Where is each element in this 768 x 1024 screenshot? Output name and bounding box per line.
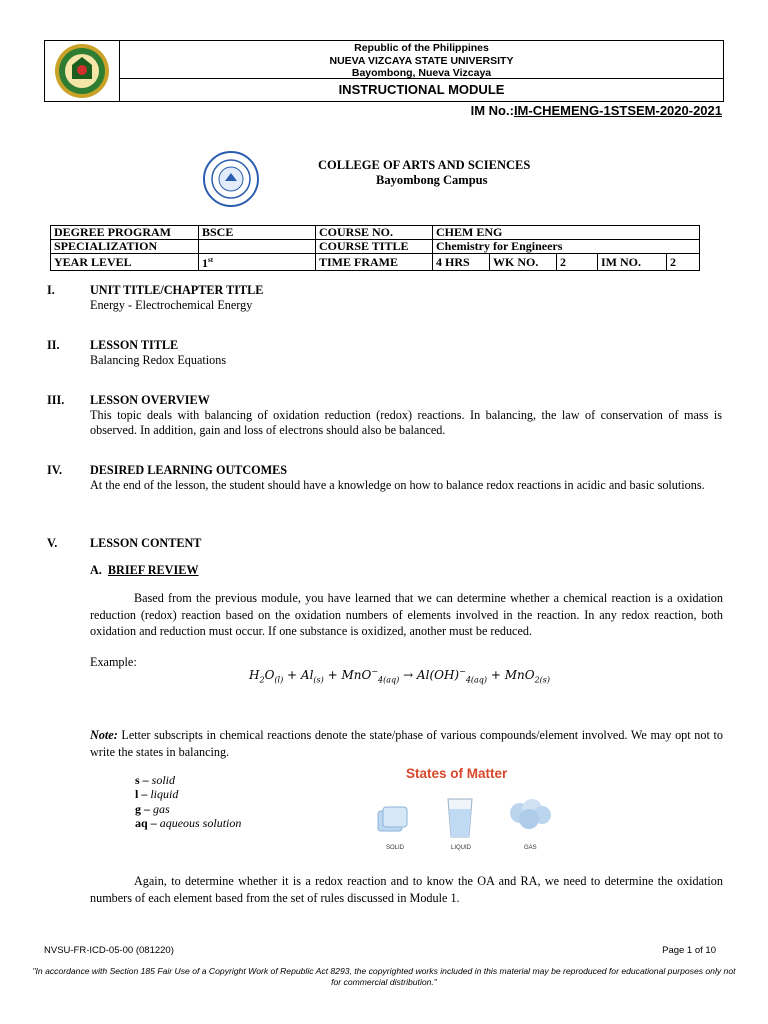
- university-address: Bayombong, Nueva Vizcaya: [351, 67, 492, 79]
- section-number: II.: [47, 338, 60, 352]
- list-item: aq – aqueous solution: [135, 816, 242, 831]
- table-cell: IM NO.: [598, 254, 667, 271]
- subheading-title: BRIEF REVIEW: [107, 563, 199, 577]
- document-header: [44, 40, 724, 102]
- table-cell: YEAR LEVEL: [51, 254, 199, 271]
- states-list: [135, 773, 241, 831]
- note-label: Note:: [90, 728, 118, 742]
- university-name: NUEVA VIZCAYA STATE UNIVERSITY: [329, 54, 514, 67]
- table-cell: COURSE TITLE: [316, 240, 433, 254]
- note-paragraph: [90, 727, 723, 760]
- copyright-disclaimer: "In accordance with Section 185 Fair Use of a Copyright Work of Republic Act 8293, the copyrighted works included in this material may be reproduced for educational purposes only not for commercial distribution.": [32, 966, 736, 987]
- list-item: l – liquid: [135, 787, 179, 802]
- table-cell: BSCE: [199, 226, 316, 240]
- college-block: [318, 158, 530, 188]
- gas-label: GAS: [524, 845, 537, 851]
- review-paragraph: Based from the previous module, you have learned that we can determine whether a chemical reaction is a oxidation reduction (redox) reaction based on the oxidation numbers of elements involved in the reaction. In any redox reaction, both oxidation and reduction must occur. If one substance is oxidized, another must be reduced.: [90, 591, 723, 639]
- section-number: IV.: [47, 463, 63, 477]
- year-value: 1: [202, 256, 208, 270]
- table-row: [51, 254, 700, 271]
- figure-title: States of Matter: [406, 766, 508, 781]
- module-title: INSTRUCTIONAL MODULE: [120, 78, 723, 102]
- note-text: Letter subscripts in chemical reactions denote the state/phase of various compounds/element involved. We may opt not to write the states in balancing.: [90, 728, 723, 759]
- solid-label: SOLID: [386, 845, 405, 851]
- republic-line: Republic of the Philippines: [354, 42, 489, 54]
- table-cell: [199, 240, 316, 254]
- course-info-table: [50, 225, 700, 271]
- subheading-letter: A.: [90, 563, 102, 577]
- table-cell: 2: [557, 254, 598, 271]
- section-number: III.: [47, 393, 65, 407]
- im-number: [471, 103, 722, 118]
- cas-seal-icon: [203, 151, 259, 207]
- section-body: Energy - Electrochemical Energy: [90, 298, 253, 312]
- table-cell: 2: [667, 254, 700, 271]
- table-cell: WK NO.: [490, 254, 557, 271]
- subheading-brief-review: [90, 563, 199, 578]
- states-illustration-icon: [372, 793, 562, 845]
- college-name: COLLEGE OF ARTS AND SCIENCES: [318, 158, 531, 172]
- table-row: [51, 240, 700, 254]
- module-rules-paragraph: Again, to determine whether it is a redox reaction and to know the OA and RA, we need to determine the oxidation numbers of each element based from the set of rules discussed in Module 1.: [90, 874, 723, 905]
- example-equation: $H_2O_{(l)} + Al_{(s)} + MnO^-_{4(aq)} \to Al(OH)^-_{4(aq)} + MnO_{2(s)}$: [249, 667, 551, 685]
- section-number: I.: [47, 283, 55, 297]
- year-suffix: st: [208, 256, 214, 264]
- university-logo-cell: [45, 41, 120, 101]
- page-number: Page 1 of 10: [662, 945, 716, 956]
- liquid-label: LIQUID: [451, 845, 472, 851]
- table-row: [51, 226, 700, 240]
- table-cell: 4 HRS: [433, 254, 490, 271]
- college-campus: Bayombong Campus: [376, 173, 488, 187]
- section-heading: LESSON OVERVIEW: [90, 393, 210, 407]
- section-heading: DESIRED LEARNING OUTCOMES: [90, 463, 288, 477]
- section-heading: UNIT TITLE/CHAPTER TITLE: [90, 283, 264, 297]
- list-item: g – gas: [135, 801, 170, 816]
- table-cell: CHEM ENG: [433, 226, 700, 240]
- states-of-matter-figure: [372, 763, 562, 853]
- table-cell: SPECIALIZATION: [51, 240, 199, 254]
- section-body: This topic deals with balancing of oxidation reduction (redox) reactions. In balancing, the law of conservation of mass is observed. In addition, gain and loss of electrons should also be balanced.: [90, 408, 722, 437]
- table-cell: TIME FRAME: [316, 254, 433, 271]
- list-item: s – solid: [135, 773, 176, 787]
- im-value: IM-CHEMENG-1STSEM-2020-2021: [513, 103, 722, 118]
- table-cell: Chemistry for Engineers: [433, 240, 700, 254]
- example-label: Example:: [90, 655, 137, 669]
- section-heading: LESSON CONTENT: [90, 536, 202, 550]
- nvsu-seal-icon: [45, 41, 119, 101]
- section-number: V.: [47, 536, 58, 550]
- table-cell: DEGREE PROGRAM: [51, 226, 199, 240]
- im-label: IM No.:: [470, 103, 514, 118]
- header-info: [120, 41, 723, 79]
- section-body: At the end of the lesson, the student should have a knowledge on how to balance redox reactions in acidic and basic solutions.: [90, 478, 705, 492]
- section-heading: LESSON TITLE: [90, 338, 179, 352]
- section-body: Balancing Redox Equations: [90, 353, 227, 367]
- form-code: NVSU-FR-ICD-05-00 (081220): [44, 945, 174, 956]
- table-cell: [199, 254, 316, 271]
- table-cell: COURSE NO.: [316, 226, 433, 240]
